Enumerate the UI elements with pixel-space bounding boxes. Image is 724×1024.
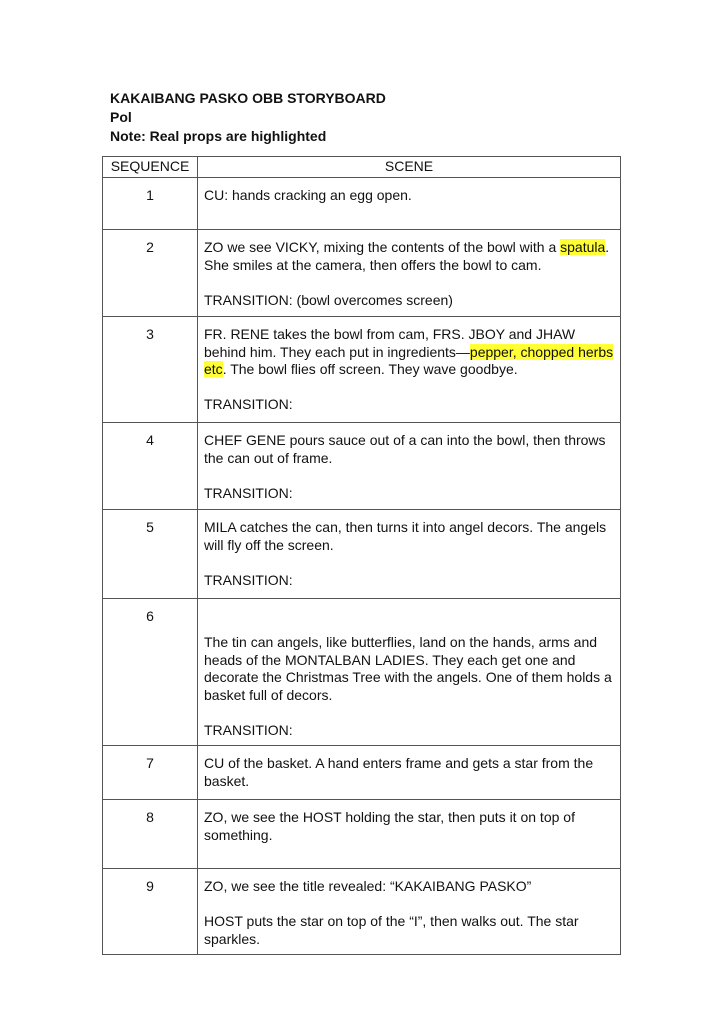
scene-cell: [198, 317, 621, 423]
scene-text-part: FR. RENE takes the bowl from cam, FRS. JBOY and JHAW behind him. They each put in ingredients—: [204, 326, 576, 360]
transition-text: TRANSITION: (bowl overcomes screen): [204, 291, 453, 308]
scene-text: [204, 239, 614, 274]
sequence-number: 3: [103, 317, 198, 423]
highlighted-prop: spatula: [560, 239, 606, 255]
scene-text-part: . The bowl flies off screen. They wave goodbye.: [222, 361, 518, 377]
storyboard-table: [102, 156, 621, 955]
sequence-number: 7: [103, 746, 198, 800]
table-header-row: [103, 157, 621, 178]
scene-text: CU: hands cracking an egg open.: [204, 187, 412, 203]
document-title: KAKAIBANG PASKO OBB STORYBOARD: [110, 90, 386, 106]
sequence-number: 6: [103, 599, 198, 746]
table-row: [103, 423, 621, 510]
transition-text: TRANSITION:: [204, 484, 293, 501]
scene-cell: [198, 178, 621, 230]
sequence-number: 5: [103, 510, 198, 599]
scene-text: MILA catches the can, then turns it into angel decors. The angels will fly off the screen.: [204, 519, 607, 553]
scene-text: HOST puts the star on top of the “I”, then walks out. The star sparkles.: [204, 913, 579, 947]
table-row: [103, 230, 621, 317]
scene-text: CU of the basket. A hand enters frame and gets a star from the basket.: [204, 755, 594, 789]
table-row: [103, 317, 621, 423]
table-row: [103, 510, 621, 599]
scene-cell: [198, 869, 621, 955]
table-row: [103, 178, 621, 230]
transition-text: TRANSITION:: [204, 721, 293, 738]
transition-text: TRANSITION:: [204, 571, 293, 588]
props-note: Note: Real props are highlighted: [110, 128, 327, 144]
document-header: [110, 89, 386, 146]
scene-text: ZO, we see the HOST holding the star, then puts it on top of something.: [204, 809, 575, 843]
table-row: [103, 800, 621, 869]
table-row: [103, 869, 621, 955]
author-name: Pol: [110, 109, 132, 125]
sequence-number: 9: [103, 869, 198, 955]
sequence-number: 8: [103, 800, 198, 869]
sequence-number: 4: [103, 423, 198, 510]
sequence-number: 2: [103, 230, 198, 317]
scene-text: [204, 326, 614, 379]
scene-cell: [198, 230, 621, 317]
transition-text: TRANSITION:: [204, 396, 293, 412]
sequence-column-header: SEQUENCE: [103, 157, 198, 178]
scene-text: The tin can angels, like butterflies, land on the hands, arms and heads of the MONTALBAN LADIES. They each get one and decorate the Christmas Tree with the angels. One of them holds a basket full of decors.: [204, 634, 612, 703]
scene-cell: [198, 800, 621, 869]
table-row: [103, 599, 621, 746]
scene-text-part: . She smiles at the camera, then offers the bowl to cam.: [204, 239, 610, 273]
scene-text-part: ZO we see VICKY, mixing the contents of the bowl with a: [204, 239, 561, 255]
scene-cell: [198, 423, 621, 510]
scene-text: ZO, we see the title revealed: “KAKAIBANG PASKO”: [204, 878, 532, 894]
scene-cell: [198, 599, 621, 746]
scene-cell: [198, 510, 621, 599]
scene-cell: [198, 746, 621, 800]
table-row: [103, 746, 621, 800]
scene-text: CHEF GENE pours sauce out of a can into the bowl, then throws the can out of frame.: [204, 432, 606, 466]
highlighted-prop: pepper, chopped herbs etc: [204, 343, 614, 377]
scene-column-header: SCENE: [198, 157, 621, 178]
sequence-number: 1: [103, 178, 198, 230]
